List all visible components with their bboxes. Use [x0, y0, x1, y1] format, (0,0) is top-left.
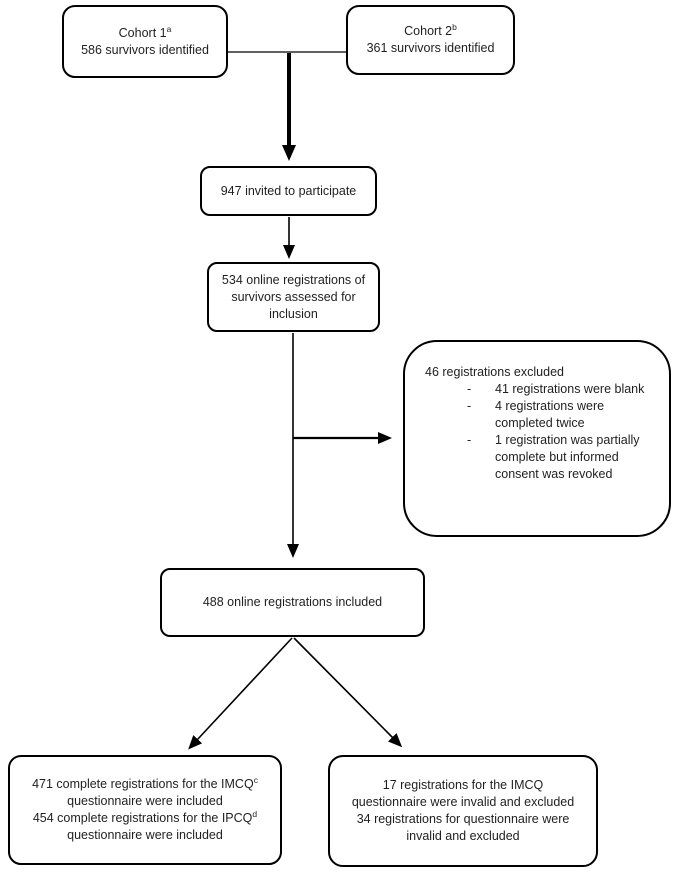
invalid-sentence-1: 17 registrations for the IMCQ questionnaire were invalid and excluded: [351, 778, 575, 809]
invited-text: 947 invited to participate: [220, 183, 357, 198]
arrow-included-to-complete: [197, 638, 292, 740]
dash-bullet: -: [467, 433, 472, 447]
cohort1-title: [64, 25, 226, 42]
complete-registrations-box: [8, 755, 282, 865]
invalid-sentence-2: 34 registrations for questionnaire were invalid and excluded: [356, 812, 570, 843]
cohort1-title-text: Cohort 1: [118, 25, 167, 40]
excluded-item-text: 4 registrations were completed twice: [495, 399, 605, 430]
excluded-box: [403, 340, 671, 537]
complete-sentence-2: [16, 810, 274, 844]
complete-sentence-1: [16, 776, 274, 810]
dash-bullet: -: [467, 382, 472, 396]
cohort2-title-text: Cohort 2: [404, 24, 453, 38]
cohort1-subtitle: 586 survivors identified: [81, 42, 209, 57]
dash-bullet: -: [467, 399, 472, 413]
assessed-box: [207, 262, 380, 332]
footnote-marker-a: a: [166, 23, 172, 34]
cohort2-box: [346, 5, 515, 75]
assessed-text: 534 online registrations of survivors assessed for inclusion: [221, 272, 366, 321]
cohort2-title: [348, 23, 513, 40]
excluded-item-text: 1 registration was partially complete but informed consent was revoked: [495, 433, 640, 481]
invalid-registrations-box: [328, 755, 598, 867]
cohort1-box: [62, 5, 228, 78]
excluded-item: [467, 398, 657, 432]
footnote-marker-b: b: [452, 21, 457, 32]
complete-s2-rest: questionnaire were included: [67, 828, 223, 842]
arrow-included-to-invalid: [294, 638, 393, 738]
excluded-item: [467, 381, 657, 398]
footnote-marker-d: d: [252, 808, 258, 819]
included-box: [160, 568, 425, 637]
included-text: 488 online registrations included: [202, 595, 383, 609]
excluded-title: 46 registrations excluded: [425, 365, 564, 379]
complete-s1-text: 471 complete registrations for the IMCQ: [32, 777, 254, 791]
cohort2-subtitle: 361 survivors identified: [366, 41, 495, 55]
invited-box: [200, 166, 377, 216]
footnote-marker-c: c: [253, 774, 258, 785]
complete-s2-text: 454 complete registrations for the IPCQ: [32, 811, 253, 825]
excluded-item-text: 41 registrations were blank: [495, 382, 645, 396]
excluded-item: [467, 432, 657, 483]
complete-s1-rest: questionnaire were included: [67, 794, 223, 808]
